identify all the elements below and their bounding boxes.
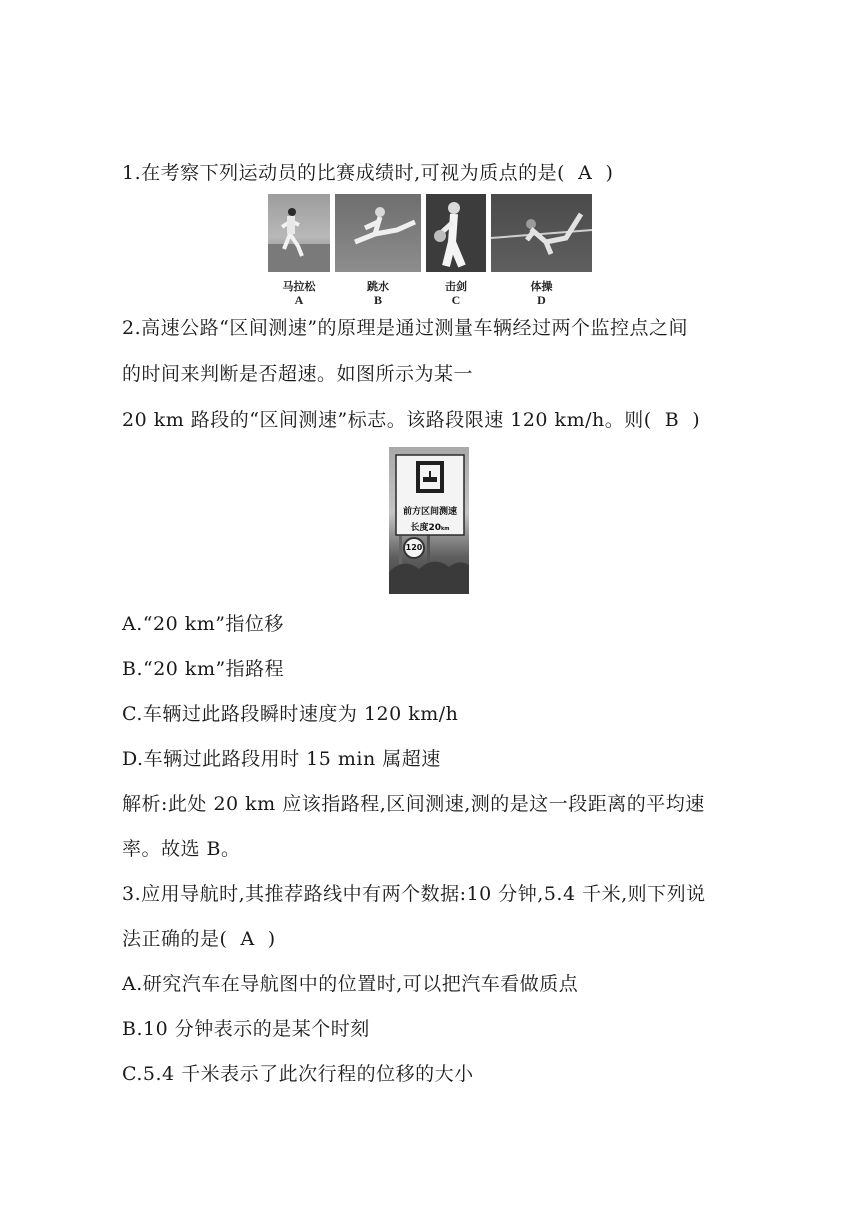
- figure-letter-b: B: [373, 293, 382, 307]
- sign-text-line-1: 前方区间测速: [402, 507, 457, 517]
- question-2-stem-line-1: 2.高速公路“区间测速”的原理是通过测量车辆经过两个监控点之间: [122, 317, 689, 339]
- question-2-option-c: C.车辆过此路段瞬时速度为 120 km/h: [122, 703, 459, 725]
- interval-speed-sign-photo: [389, 447, 469, 594]
- question-2-analysis-line-1: 解析:此处 20 km 应该指路程,区间测速,测的是这一段距离的平均速: [122, 793, 705, 815]
- question-3-stem-line-2: 法正确的是( A ): [122, 928, 276, 950]
- speed-limit-sign: 120: [405, 543, 423, 552]
- figure-caption-c: 击剑: [445, 280, 467, 293]
- question-3-option-c: C.5.4 千米表示了此次行程的位移的大小: [122, 1063, 474, 1085]
- question-2-stem-line-3: 20 km 路段的“区间测速”标志。该路段限速 120 km/h。则( B ): [122, 409, 701, 431]
- figure-letter-a: A: [294, 293, 304, 307]
- figure-caption-a: 马拉松: [282, 280, 316, 293]
- diving-photo: [335, 194, 421, 272]
- marathon-photo: [268, 194, 330, 272]
- question-3-option-a: A.研究汽车在导航图中的位置时,可以把汽车看做质点: [122, 973, 579, 995]
- question-2-stem-line-2: 的时间来判断是否超速。如图所示为某一: [122, 363, 474, 385]
- question-1-stem: 1.在考察下列运动员的比赛成绩时,可视为质点的是( A ): [122, 162, 614, 184]
- gymnastics-photo: [491, 194, 592, 272]
- figure-letter-c: C: [451, 293, 461, 307]
- question-2-analysis-line-2: 率。故选 B。: [122, 838, 241, 860]
- question-2-option-d: D.车辆过此路段用时 15 min 属超速: [122, 748, 441, 770]
- sign-length-unit: km: [440, 526, 450, 532]
- sign-text-line-2: [396, 519, 464, 535]
- question-2-option-a: A.“20 km”指位移: [122, 613, 284, 635]
- question-3-stem-line-1: 3.应用导航时,其推荐路线中有两个数据:10 分钟,5.4 千米,则下列说: [122, 883, 706, 905]
- figure-caption-d: 体操: [530, 280, 553, 293]
- figure-letter-d: D: [537, 293, 546, 307]
- question-2-option-b: B.“20 km”指路程: [122, 658, 285, 680]
- question-3-option-b: B.10 分钟表示的是某个时刻: [122, 1018, 370, 1040]
- sign-length: 长度20: [410, 523, 441, 533]
- question-1-figure-row: [268, 194, 592, 310]
- figure-caption-b: 跳水: [367, 280, 389, 293]
- fencing-photo: [426, 194, 486, 272]
